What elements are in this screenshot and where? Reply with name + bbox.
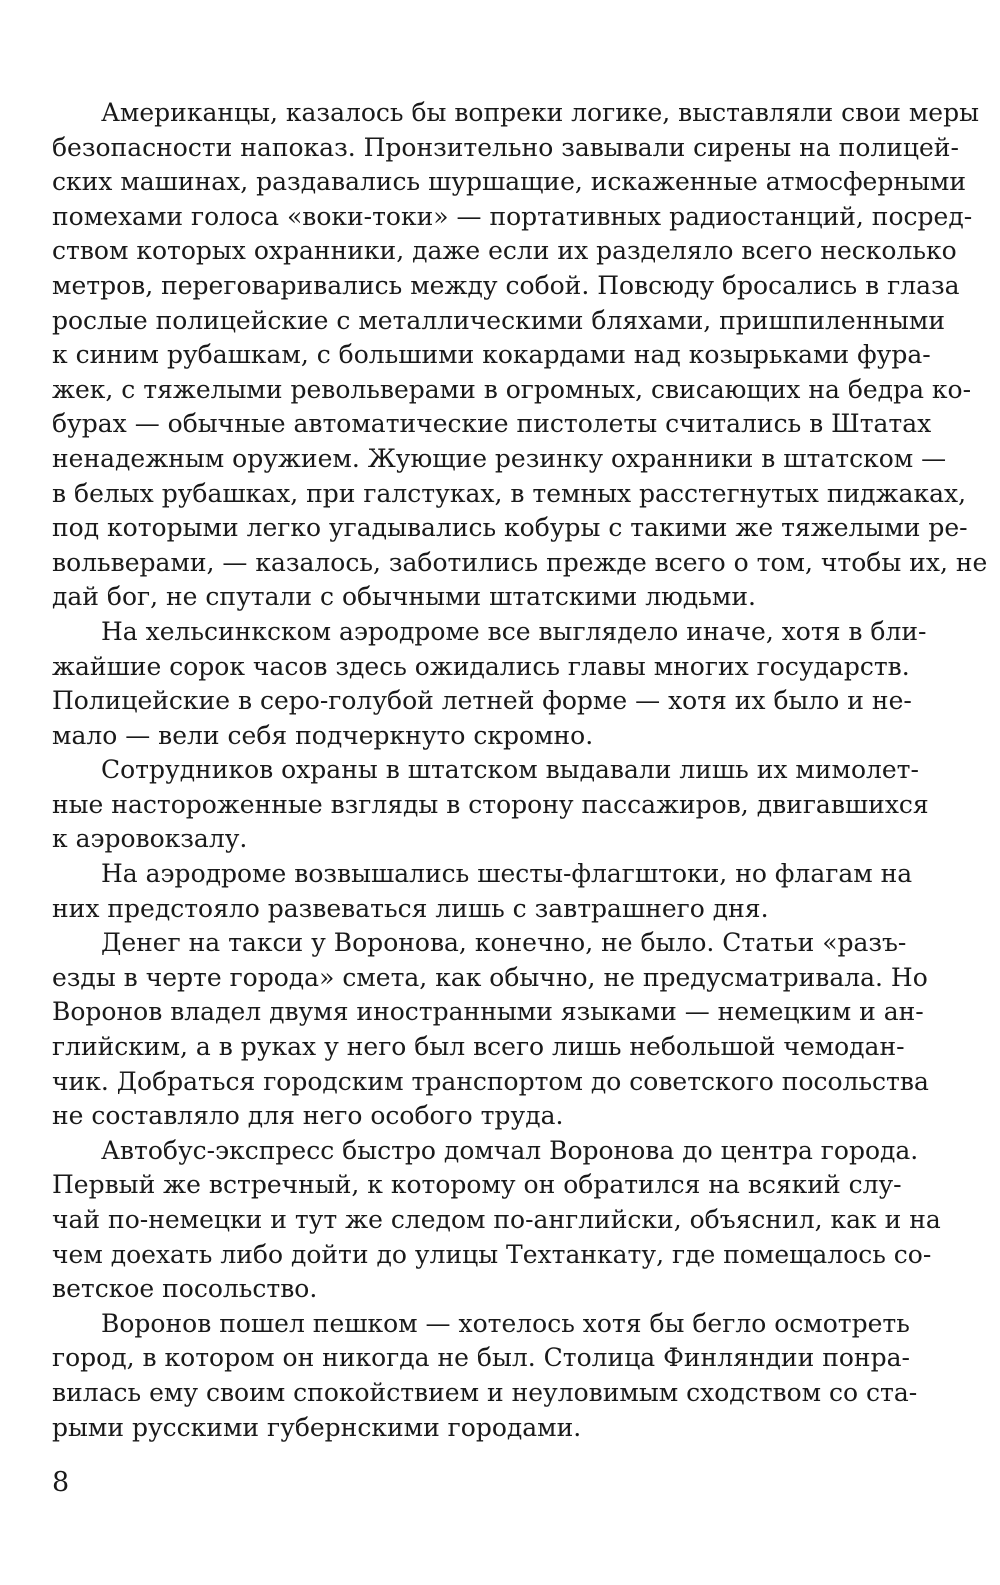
text-line: к синим рубашкам, с большими кокардами над козырьками фура- bbox=[52, 340, 931, 370]
text-line: Сотрудников охраны в штатском выдавали лишь их мимолет- bbox=[101, 755, 919, 785]
text-line: помехами голоса «воки-токи» — портативных радиостанций, посред- bbox=[52, 201, 973, 231]
paragraph bbox=[52, 753, 929, 857]
text-line: в белых рубашках, при галстуках, в темных расстегнутых пиджаках, bbox=[52, 478, 967, 508]
text-line: Воронов пошел пешком — хотелось хотя бы бегло осмотреть bbox=[101, 1308, 910, 1338]
text-line: ветское посольство. bbox=[52, 1274, 318, 1304]
text-line: бурах — обычные автоматические пистолеты считались в Штатах bbox=[52, 409, 932, 439]
text-line: жайшие сорок часов здесь ожидались главы многих государств. bbox=[52, 651, 910, 681]
paragraph bbox=[52, 96, 988, 615]
text-line: метров, переговаривались между собой. Повсюду бросались в глаза bbox=[52, 270, 960, 300]
text-line: дай бог, не спутали с обычными штатскими людьми. bbox=[52, 582, 756, 612]
text-line: них предстояло развеваться лишь с завтрашнего дня. bbox=[52, 893, 769, 923]
text-line: чай по-немецки и тут же следом по-английски, объяснил, как и на bbox=[52, 1205, 941, 1234]
text-line: жек, с тяжелыми револьверами в огромных, свисающих на бедра ко- bbox=[52, 374, 972, 404]
text-line: чем доехать либо дойти до улицы Техтанкату, где помещалось со- bbox=[52, 1239, 932, 1269]
paragraph bbox=[52, 615, 927, 753]
text-line: вольверами, — казалось, заботились прежде всего о том, чтобы их, не bbox=[52, 547, 988, 577]
paragraph bbox=[52, 926, 929, 1134]
text-line: под которыми легко угадывались кобуры с такими же тяжелыми ре- bbox=[52, 513, 968, 543]
text-line: Первый же встречный, к которому он обратился на всякий слу- bbox=[52, 1170, 902, 1200]
text-line: ством которых охранники, даже если их разделяло всего несколько bbox=[52, 236, 957, 266]
text-line: город, в котором он никогда не был. Столица Финляндии понра- bbox=[52, 1343, 910, 1373]
text-line: безопасности напоказ. Пронзительно завывали сирены на полицей- bbox=[52, 132, 959, 162]
text-line: вилась ему своим спокойствием и неуловимым сходством со ста- bbox=[52, 1377, 918, 1407]
text-line: Автобус-экспресс быстро домчал Воронова до центра города. bbox=[101, 1135, 919, 1165]
text-line: глийским, а в руках у него был всего лишь небольшой чемодан- bbox=[52, 1032, 905, 1062]
text-line: не составляло для него особого труда. bbox=[52, 1101, 564, 1131]
text-line: Полицейские в серо-голубой летней форме — хотя их было и не- bbox=[52, 686, 912, 716]
text-line: На хельсинкском аэродроме все выглядело иначе, хотя в бли- bbox=[101, 616, 927, 646]
text-line: рослые полицейские с металлическими бляхами, пришпиленными bbox=[52, 305, 946, 335]
text-line: езды в черте города» смета, как обычно, не предусматривала. Но bbox=[52, 962, 928, 992]
text-line: Денег на такси у Воронова, конечно, не было. Статьи «разъ- bbox=[101, 928, 907, 958]
text-line: ских машинах, раздавались шуршащие, искаженные атмосферными bbox=[52, 167, 966, 197]
paragraph bbox=[52, 1134, 941, 1307]
text-line: ненадежным оружием. Жующие резинку охранники в штатском — bbox=[52, 443, 947, 473]
text-line: чик. Добраться городским транспортом до советского посольства bbox=[52, 1066, 929, 1096]
page-number: 8 bbox=[52, 1467, 70, 1498]
text-line: Воронов владел двумя иностранными языками — немецким и ан- bbox=[52, 997, 924, 1027]
paragraph bbox=[52, 857, 913, 926]
text-line: мало — вели себя подчеркнуто скромно. bbox=[52, 720, 594, 750]
text-line: рыми русскими губернскими городами. bbox=[52, 1412, 582, 1442]
paragraph bbox=[52, 1307, 918, 1445]
body-text bbox=[52, 96, 988, 1445]
text-line: На аэродроме возвышались шесты-флагштоки, но флагам на bbox=[101, 859, 913, 889]
text-line: к аэровокзалу. bbox=[52, 824, 248, 854]
text-line: ные настороженные взгляды в сторону пассажиров, двигавшихся bbox=[52, 789, 929, 819]
text-line: Американцы, казалось бы вопреки логике, выставляли свои меры bbox=[101, 98, 979, 127]
